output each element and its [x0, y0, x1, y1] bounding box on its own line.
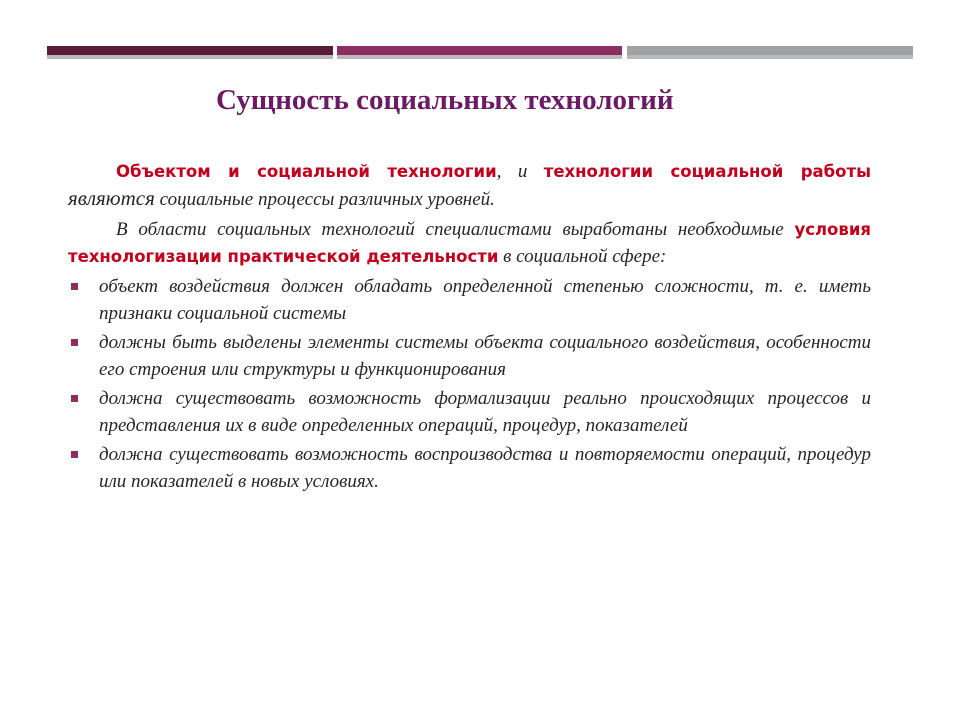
list-item — [68, 273, 871, 327]
highlight-social-work: технологии социальной работы — [543, 162, 872, 181]
highlight-conditions: условия технологизации практической деятельности — [68, 220, 871, 266]
slide-title: Сущность социальных технологий — [216, 84, 674, 116]
list-item-text: должна существовать возможность формализации реально происходящих процессов и представления их в виде определенных операций, процедур, показателей — [99, 388, 871, 436]
square-bullet-icon — [71, 395, 78, 402]
paragraph-conditions — [68, 216, 871, 270]
square-bullet-icon — [71, 283, 78, 290]
slide-body — [68, 158, 871, 497]
list-item-text: должны быть выделены элементы системы объекта социального воздействия, особенности его строения или структуры и функционирования — [99, 332, 871, 380]
paragraph-object — [68, 158, 871, 213]
list-item — [68, 329, 871, 383]
list-item — [68, 385, 871, 439]
square-bullet-icon — [71, 451, 78, 458]
list-item-text: объект воздействия должен обладать определенной степенью сложности, т. е. иметь признаки социальной системы — [99, 276, 871, 324]
text-are: являются — [68, 186, 155, 210]
conditions-list — [68, 273, 871, 495]
decor-segment-gray — [627, 46, 913, 59]
square-bullet-icon — [71, 339, 78, 346]
text-fragment: в социальной сфере: — [498, 246, 667, 267]
list-item-text: должна существовать возможность воспроизводства и повторяемости операций, процедур или показателей в новых условиях. — [99, 444, 871, 492]
decor-segment-dark — [47, 46, 333, 59]
highlight-object: Объектом и социальной технологии — [116, 162, 497, 181]
top-decor-bar — [47, 46, 913, 59]
text-fragment: , и — [496, 161, 544, 182]
text-fragment: В области социальных технологий специалистами выработаны необходимые — [116, 219, 795, 240]
text-fragment: социальные процессы различных уровней. — [154, 189, 495, 210]
decor-segment-magenta — [337, 46, 622, 59]
list-item — [68, 441, 871, 495]
